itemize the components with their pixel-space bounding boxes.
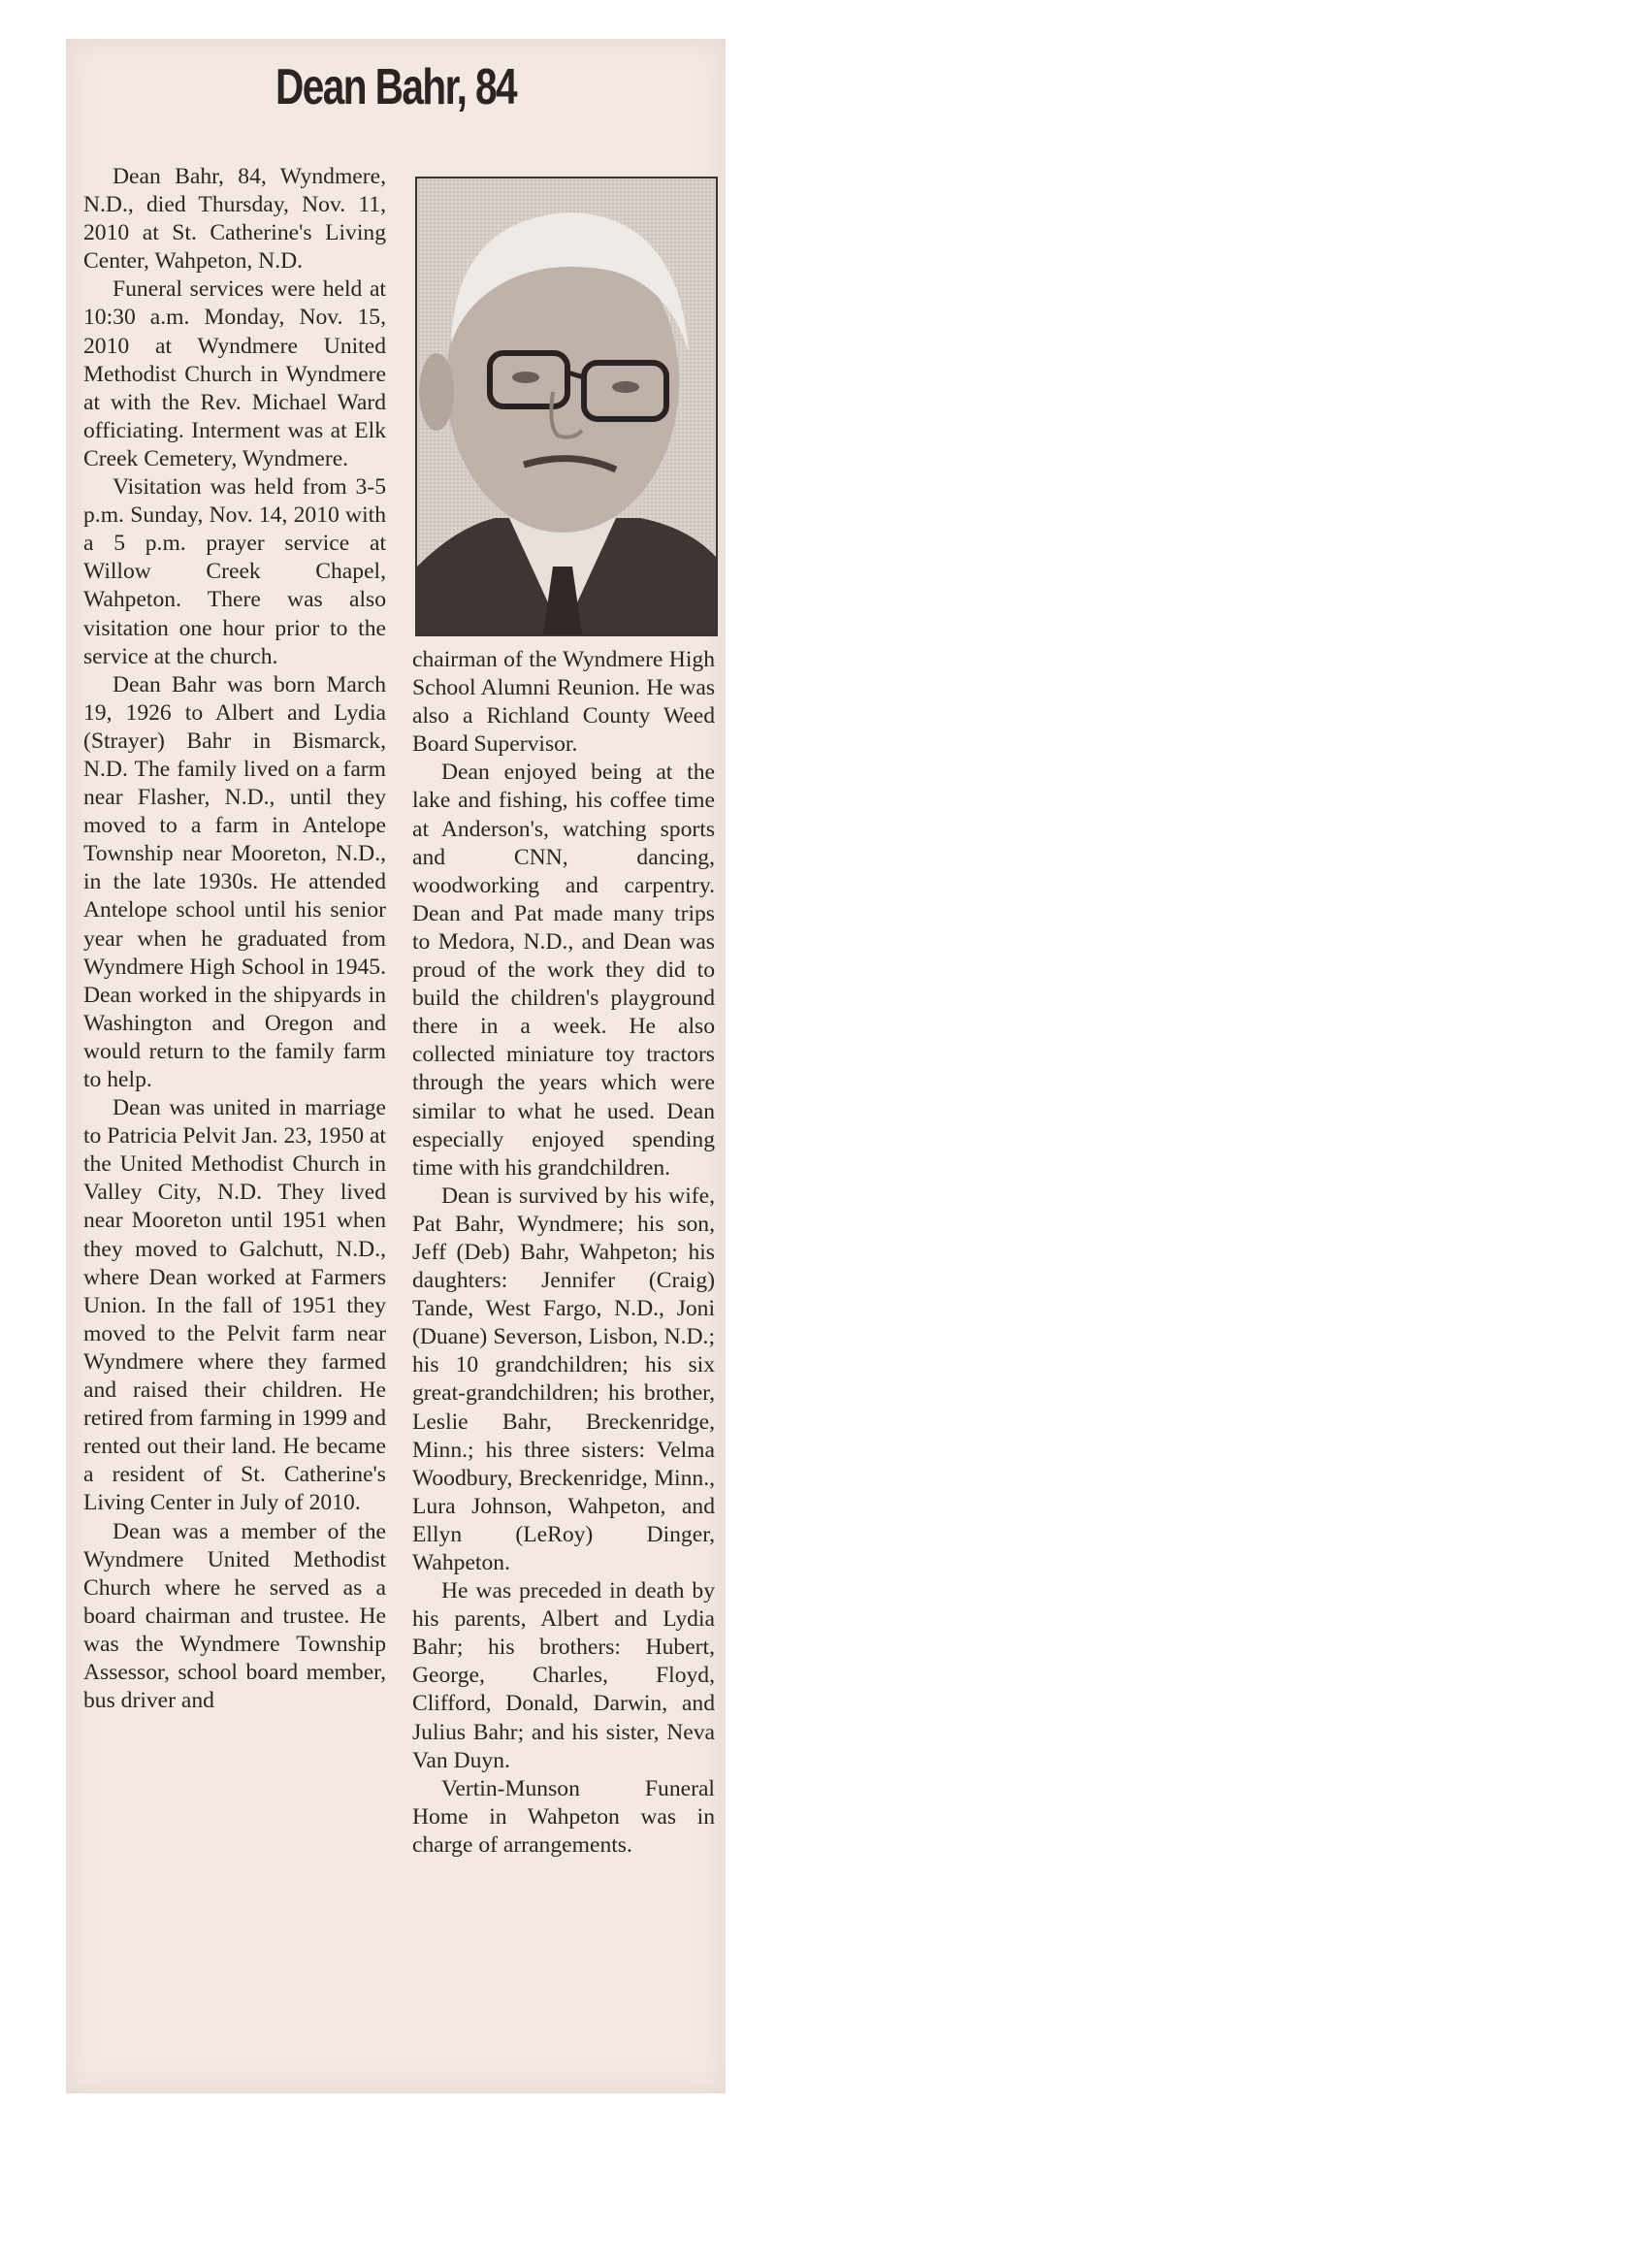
paragraph-community: Dean was a member of the Wyndmere United Methodist Church where he served as a board chairman and trustee. He was the Wyndmere Township Assessor, school board member, bus driver and — [83, 1518, 386, 1714]
portrait-illustration — [417, 178, 716, 634]
paragraph-preceded: He was preceded in death by his parents, Albert and Lydia Bahr; his brothers: Hubert, George, Charles, Floyd, Clifford, Donald, Darwin, and Julius Bahr; and his sister, Neva Van Duyn. — [412, 1578, 715, 1773]
paragraph-marriage: Dean was united in marriage to Patricia Pelvit Jan. 23, 1950 at the United Methodist Church in Valley City, N.D. They lived near Mooreton until 1951 when they moved to Galchutt, N.D., where Dean worked at Farmers Union. In the fall of 1951 they moved to the Pelvit farm near Wyndmere where they farmed and raised their children. He retired from farming in 1999 and rented out their land. He became a resident of St. Catherine's Living Center in July of 2010. — [83, 1095, 386, 1516]
paragraph-death-notice: Dean Bahr, 84, Wyndmere, N.D., died Thursday, Nov. 11, 2010 at St. Catherine's Living Center, Wahpeton, N.D. — [83, 164, 386, 275]
obituary-headline: Dean Bahr, 84 — [275, 59, 516, 115]
paragraph-civic-continued: chairman of the Wyndmere High School Alumni Reunion. He was also a Richland County Weed Board Supervisor. — [412, 647, 715, 758]
right-column — [412, 646, 715, 1860]
paragraph-early-life: Dean Bahr was born March 19, 1926 to Albert and Lydia (Strayer) Bahr in Bismarck, N.D. The family lived on a farm near Flasher, N.D., until they moved to a farm in Antelope Township near Mooreton, N.D., in the late 1930s. He attended Antelope school until his senior year when he graduated from Wyndmere High School in 1945. Dean worked in the shipyards in Washington and Oregon and would return to the family farm to help. — [83, 671, 386, 1092]
ear-shape — [419, 353, 454, 431]
paragraph-hobbies: Dean enjoyed being at the lake and fishing, his coffee time at Anderson's, watching sports and CNN, dancing, woodworking and carpentry. Dean and Pat made many trips to Medora, N.D., and Dean was proud of the work they did to build the children's playground there in a week. He also collected miniature toy tractors through the years which were similar to what he used. Dean especially enjoyed spending time with his grandchildren. — [412, 760, 715, 1181]
paragraph-visitation: Visitation was held from 3-5 p.m. Sunday, Nov. 14, 2010 with a 5 p.m. prayer service at Willow Creek Chapel, Wahpeton. There was also visitation one hour prior to the service at the church. — [83, 474, 386, 669]
portrait-photo — [415, 177, 718, 636]
newspaper-clipping — [66, 39, 726, 2093]
left-column — [83, 163, 386, 1715]
paragraph-funeral-services: Funeral services were held at 10:30 a.m. Monday, Nov. 15, 2010 at Wyndmere United Methodist Church in Wyndmere at with the Rev. Michael Ward officiating. Interment was at Elk Creek Cemetery, Wyndmere. — [83, 276, 386, 471]
paragraph-arrangements: Vertin-Munson Funeral Home in Wahpeton was in charge of arrangements. — [412, 1775, 715, 1858]
paragraph-survivors: Dean is survived by his wife, Pat Bahr, Wyndmere; his son, Jeff (Deb) Bahr, Wahpeton; his daughters: Jennifer (Craig) Tande, West Fargo, N.D., Joni (Duane) Severson, Lisbon, N.D.; his 10 grandchildren; his six great-grandchildren; his brother, Leslie Bahr, Breckenridge, Minn.; his three sisters: Velma Woodbury, Breckenridge, Minn., Lura Johnson, Wahpeton, and Ellyn (LeRoy) Dinger, Wahpeton. — [412, 1183, 715, 1575]
